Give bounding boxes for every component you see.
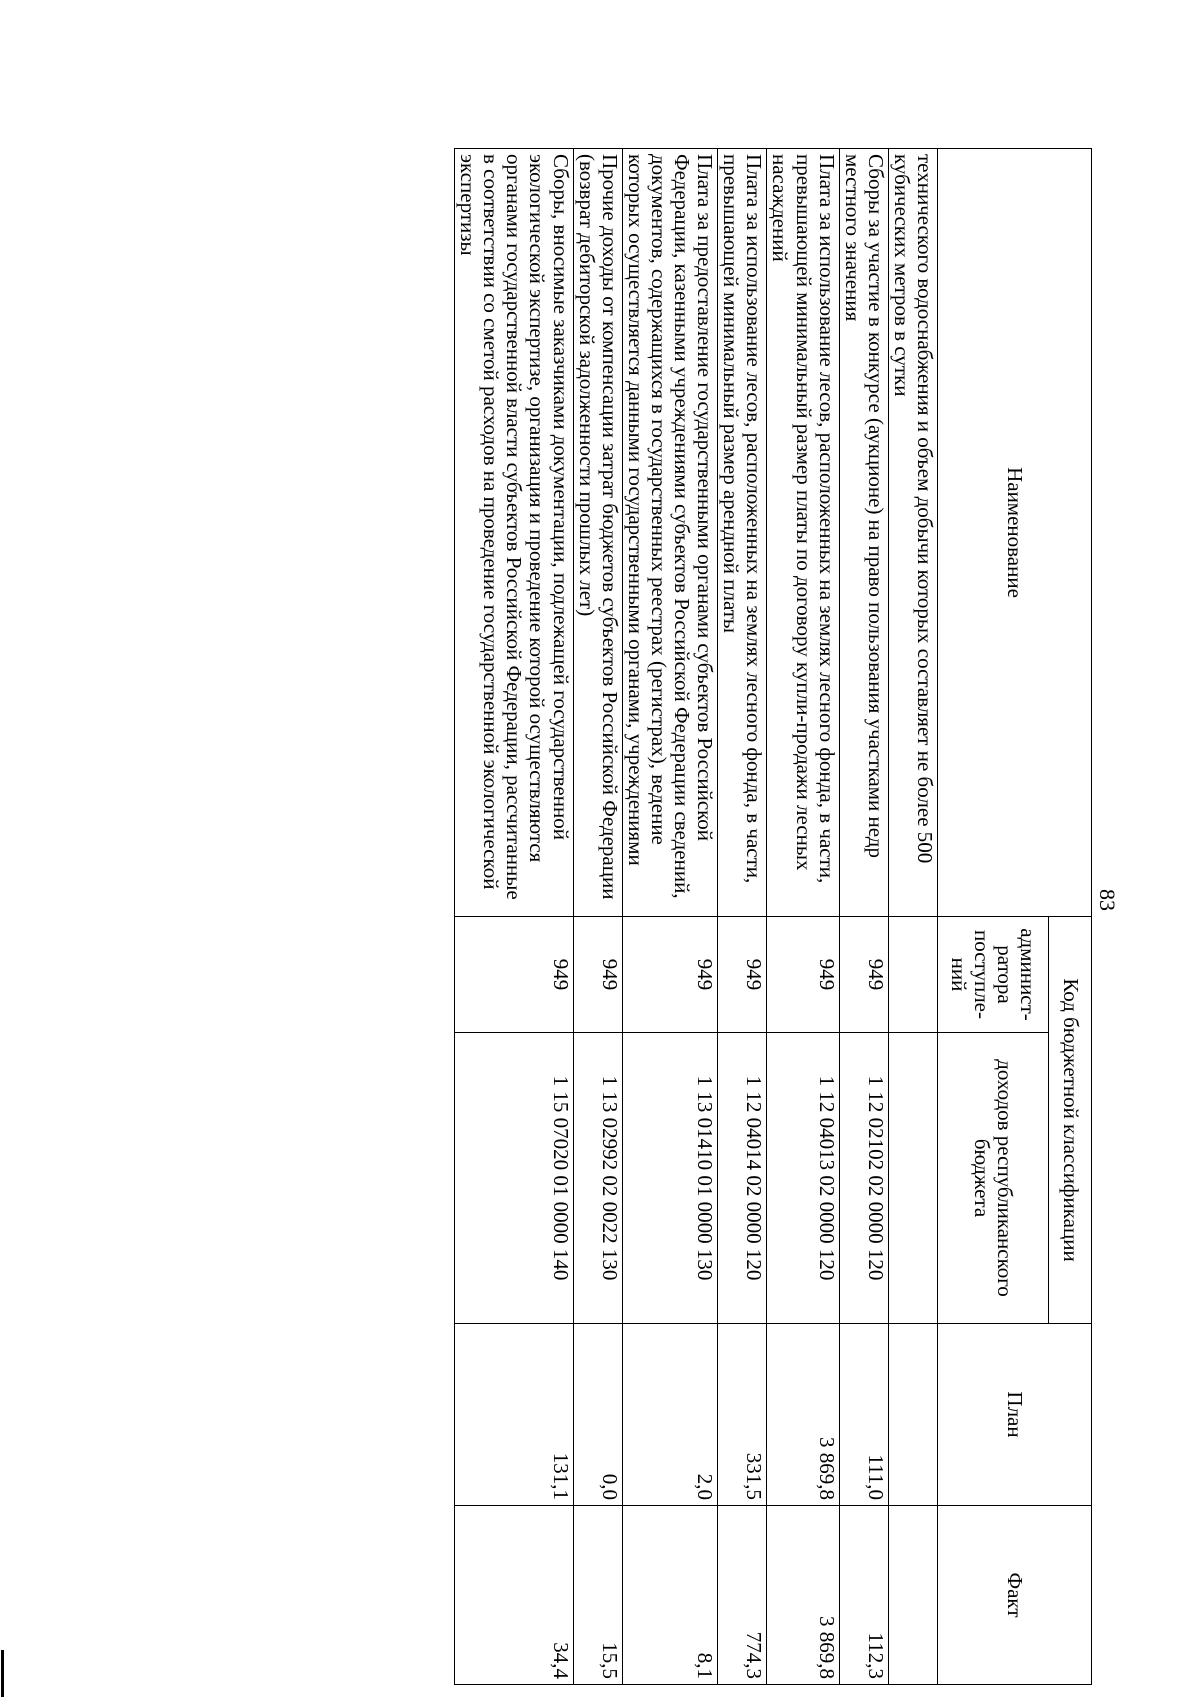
row-code: 1 13 01410 01 0000 130	[622, 1033, 717, 1324]
row-fact: 8,1	[622, 1506, 717, 1685]
header-plan: План	[938, 1324, 1092, 1506]
rotated-table-container	[140, 148, 1092, 1684]
table-row	[839, 149, 888, 1685]
row-administrator: 949	[622, 917, 717, 1033]
row-name: Сборы за участие в конкурсе (аукционе) на право пользования участками недр местного значения	[839, 149, 888, 917]
table-row	[888, 149, 937, 1685]
header-administrator: админист-ратора поступле-ний	[938, 917, 1049, 1033]
row-plan	[888, 1324, 937, 1506]
row-name: Сборы, вносимые заказчиками документации, подлежащей государственной экологической экспертизе, организация и проведение которой осуществляются органами государственной власти субъектов Российской Федерации, рассчитанные в соответствии со сметой расходов на проведение государственной экологической экспертизы	[455, 149, 573, 917]
header-fact: Факт	[938, 1506, 1092, 1685]
row-code: 1 13 02992 02 0022 130	[573, 1033, 622, 1324]
row-code: 1 12 04013 02 0000 120	[767, 1033, 839, 1324]
row-plan: 3 869,8	[767, 1324, 839, 1506]
row-plan: 0,0	[573, 1324, 622, 1506]
row-code	[888, 1033, 937, 1324]
table-row	[767, 149, 839, 1685]
row-name: Плата за использование лесов, расположенных на землях лесного фонда, в части, превышающей минимальный размер платы по договору купли-продажи лесных насаждений	[767, 149, 839, 917]
table-row	[573, 149, 622, 1685]
row-plan: 2,0	[622, 1324, 717, 1506]
row-name: Прочие доходы от компенсации затрат бюджетов субъектов Российской Федерации (возврат дебиторской задолженности прошлых лет)	[573, 149, 622, 917]
row-fact: 34,4	[455, 1506, 573, 1685]
table-row	[455, 149, 573, 1685]
row-administrator: 949	[767, 917, 839, 1033]
budget-revenue-table	[454, 148, 1092, 1685]
row-administrator: 949	[718, 917, 767, 1033]
row-fact	[888, 1506, 937, 1685]
page-number: 83	[1095, 889, 1120, 911]
header-code-group: Код бюджетной классификации	[1049, 917, 1092, 1324]
row-administrator: 949	[455, 917, 573, 1033]
row-plan: 131,1	[455, 1324, 573, 1506]
row-name: Плата за использование лесов, расположенных на землях лесного фонда, в части, превышающей минимальный размер арендной платы	[718, 149, 767, 917]
row-fact: 774,3	[718, 1506, 767, 1685]
row-plan: 331,5	[718, 1324, 767, 1506]
row-fact: 112,3	[839, 1506, 888, 1685]
row-administrator: 949	[839, 917, 888, 1033]
scan-edge-mark	[1, 1650, 4, 1697]
header-name: Наименование	[938, 149, 1092, 917]
row-fact: 3 869,8	[767, 1506, 839, 1685]
header-income-code: доходов республиканского бюджета	[938, 1033, 1049, 1324]
row-administrator: 949	[573, 917, 622, 1033]
row-code: 1 12 02102 02 0000 120	[839, 1033, 888, 1324]
table-row	[718, 149, 767, 1685]
row-plan: 111,0	[839, 1324, 888, 1506]
row-name: технического водоснабжения и объем добычи которых составляет не более 500 кубических метров в сутки	[888, 149, 937, 917]
table-row	[622, 149, 717, 1685]
row-administrator	[888, 917, 937, 1033]
row-code: 1 15 07020 01 0000 140	[455, 1033, 573, 1324]
row-fact: 15,5	[573, 1506, 622, 1685]
row-name: Плата за предоставление государственными органами субъектов Российской Федерации, казенными учреждениями субъектов Российской Федерации сведений, документов, содержащихся в государственных реестрах (регистрах), ведение которых осуществляется данными государственными органами, учреждениями	[622, 149, 717, 917]
table-header-row-1	[1049, 149, 1092, 1685]
row-code: 1 12 04014 02 0000 120	[718, 1033, 767, 1324]
